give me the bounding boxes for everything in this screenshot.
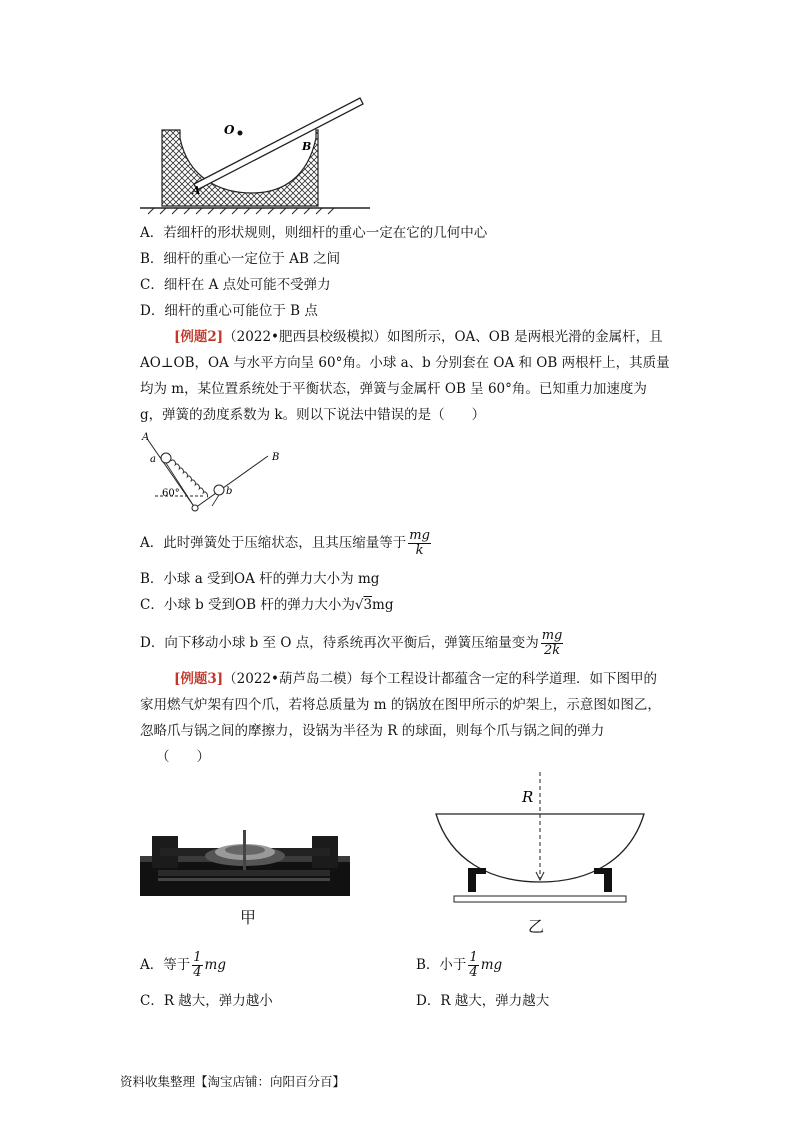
stove-base: [454, 896, 626, 902]
wok-schematic: [430, 770, 650, 910]
ex2-option-a: A．此时弹簧处于压缩状态，且其压缩量等于 $\frac{mg}{k}$: [140, 528, 430, 558]
thin-rod: [194, 98, 363, 190]
ex2-line-1: [例题2]（2022•肥西县校级模拟）如图所示，OA、OB 是两根光滑的金属杆，且: [174, 329, 663, 345]
rod-OB: [195, 456, 268, 508]
ex3-tag: [例题3]: [174, 671, 224, 687]
ex2-line-4: g，弹簧的劲度系数为 k。则以下说法中错误的是（ ）: [140, 407, 486, 423]
gas-stove-image: [140, 828, 350, 898]
ex2-line-2: AO⊥OB，OA 与水平方向呈 60°角。小球 a、b 分别套在 OA 和 OB 两根杆上，其质量: [140, 355, 670, 371]
ex2-option-d: D．向下移动小球 b 至 O 点，待系统再次平衡后，弹簧压缩量变为 $\frac{mg}{2k}$: [140, 628, 563, 658]
svg-text:O: [190, 511, 191, 512]
ex3-line-2: 家用燃气炉架有四个爪，若将总质量为 m 的锅放在图甲所示的炉架上，示意图如图乙，: [140, 697, 661, 713]
rod-bowl-figure: [140, 88, 370, 218]
q1-option-a: A．若细杆的形状规则，则细杆的重心一定在它的几何中心: [140, 225, 488, 241]
ex3-option-d: D．R 越大，弹力越大: [416, 993, 550, 1009]
ex3-option-a: A．等于 $\frac{1}{4}$ mg: [140, 950, 226, 980]
q1-option-c: C．细杆在 A 点处可能不受弹力: [140, 277, 331, 293]
ex3-option-c: C．R 越大，弹力越小: [140, 993, 273, 1009]
ex3-option-b: B．小于 $\frac{1}{4}$ mg: [416, 950, 503, 980]
ex3-line-3: 忽略爪与锅之间的摩擦力，设锅为半径为 R 的球面，则每个爪与锅之间的弹力: [140, 723, 605, 739]
caption-jia: 甲: [240, 908, 257, 927]
ex2-tag: [例题2]: [174, 329, 224, 345]
ball-a: [161, 453, 171, 463]
point-O: [192, 505, 198, 511]
svg-text:A: A: [142, 432, 150, 443]
svg-text:B: B: [302, 140, 312, 153]
claw-right: [594, 868, 612, 892]
svg-text:R: R: [522, 788, 534, 806]
spring-rods-figure: [140, 428, 300, 513]
svg-text:B: B: [272, 452, 280, 463]
svg-text:b: b: [226, 486, 233, 497]
svg-text:A: A: [192, 184, 201, 197]
ex2-line-3: 均为 m，某位置系统处于平衡状态，弹簧与金属杆 OB 呈 60°角。已知重力加速度为: [140, 381, 647, 397]
claw-left: [468, 868, 486, 892]
ex3-line-4: （ ）: [156, 749, 210, 765]
ex3-line-1: [例题3]（2022•葫芦岛二模）每个工程设计都蕴含一定的科学道理．如下图甲的: [174, 671, 657, 687]
q1-option-d: D．细杆的重心可能位于 B 点: [140, 303, 318, 319]
ex2-option-b: B．小球 a 受到OA 杆的弹力大小为 mg: [140, 571, 380, 587]
q1-option-b: B．细杆的重心一定位于 AB 之间: [140, 251, 341, 267]
ball-b: [214, 485, 224, 495]
caption-yi: 乙: [528, 917, 545, 936]
footer-note: 资料收集整理【淘宝店铺：向阳百分百】: [120, 1074, 346, 1089]
center-point-O: [238, 131, 243, 136]
ex2-option-c: C．小球 b 受到OB 杆的弹力大小为√3mg: [140, 597, 394, 613]
svg-text:60°: 60°: [162, 488, 180, 499]
svg-text:a: a: [150, 454, 156, 465]
svg-text:O: O: [224, 123, 235, 137]
